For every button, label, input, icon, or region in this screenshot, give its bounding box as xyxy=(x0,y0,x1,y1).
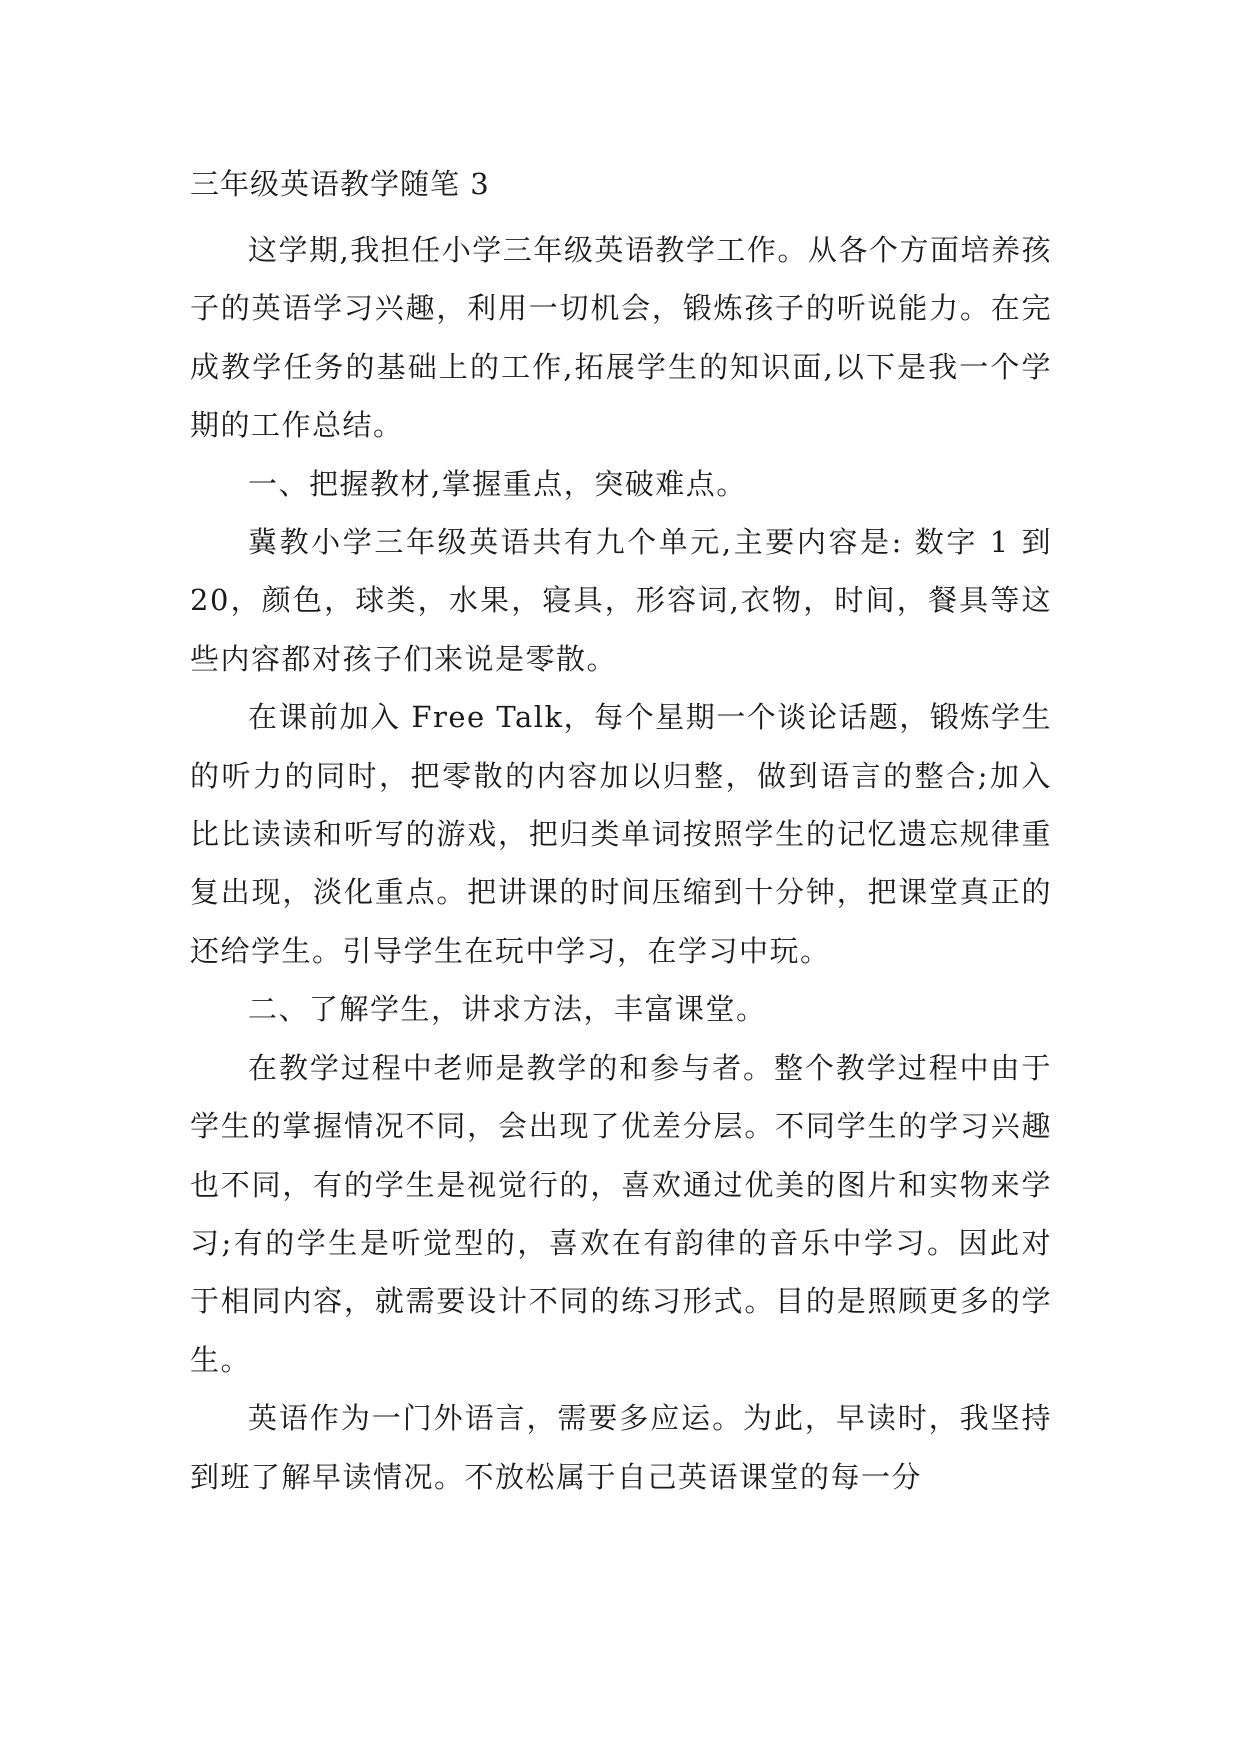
paragraph-textbook-content: 冀教小学三年级英语共有九个单元,主要内容是: 数字 1 到 20，颜色，球类，水果，寝具，形容词,衣物，时间，餐具等这些内容都对孩子们来说是零散。 xyxy=(190,525,1052,676)
document-title: 三年级英语教学随笔 3 xyxy=(190,167,490,201)
document-body xyxy=(190,163,1052,1506)
section-heading-2: 二、了解学生，讲求方法，丰富课堂。 xyxy=(248,992,767,1027)
paragraph-intro: 这学期,我担任小学三年级英语教学工作。从各个方面培养孩子的英语学习兴趣，利用一切机会，锻炼孩子的听说能力。在完成教学任务的基础上的工作,拓展学生的知识面,以下是我一个学期的工作总结。 xyxy=(190,233,1052,443)
paragraph-free-talk: 在课前加入 Free Talk，每个星期一个谈论话题，锻炼学生的听力的同时，把零散的内容加以归整，做到语言的整合;加入比比读读和听写的游戏，把归类单词按照学生的记忆遗忘规律重复出现，淡化重点。把讲课的时间压缩到十分钟，把课堂真正的还给学生。引导学生在玩中学习，在学习中玩。 xyxy=(190,700,1052,968)
paragraph-teaching-process: 在教学过程中老师是教学的和参与者。整个教学过程中由于学生的掌握情况不同，会出现了优差分层。不同学生的学习兴趣也不同，有的学生是视觉行的，喜欢通过优美的图片和实物来学习;有的学生是听觉型的，喜欢在有韵律的音乐中学习。因此对于相同内容，就需要设计不同的练习形式。目的是照顾更多的学生。 xyxy=(190,1050,1052,1377)
paragraph-morning-reading: 英语作为一门外语言，需要多应运。为此，早读时，我坚持到班了解早读情况。不放松属于自己英语课堂的每一分 xyxy=(190,1401,1052,1494)
section-heading-1: 一、把握教材,掌握重点，突破难点。 xyxy=(248,466,747,501)
